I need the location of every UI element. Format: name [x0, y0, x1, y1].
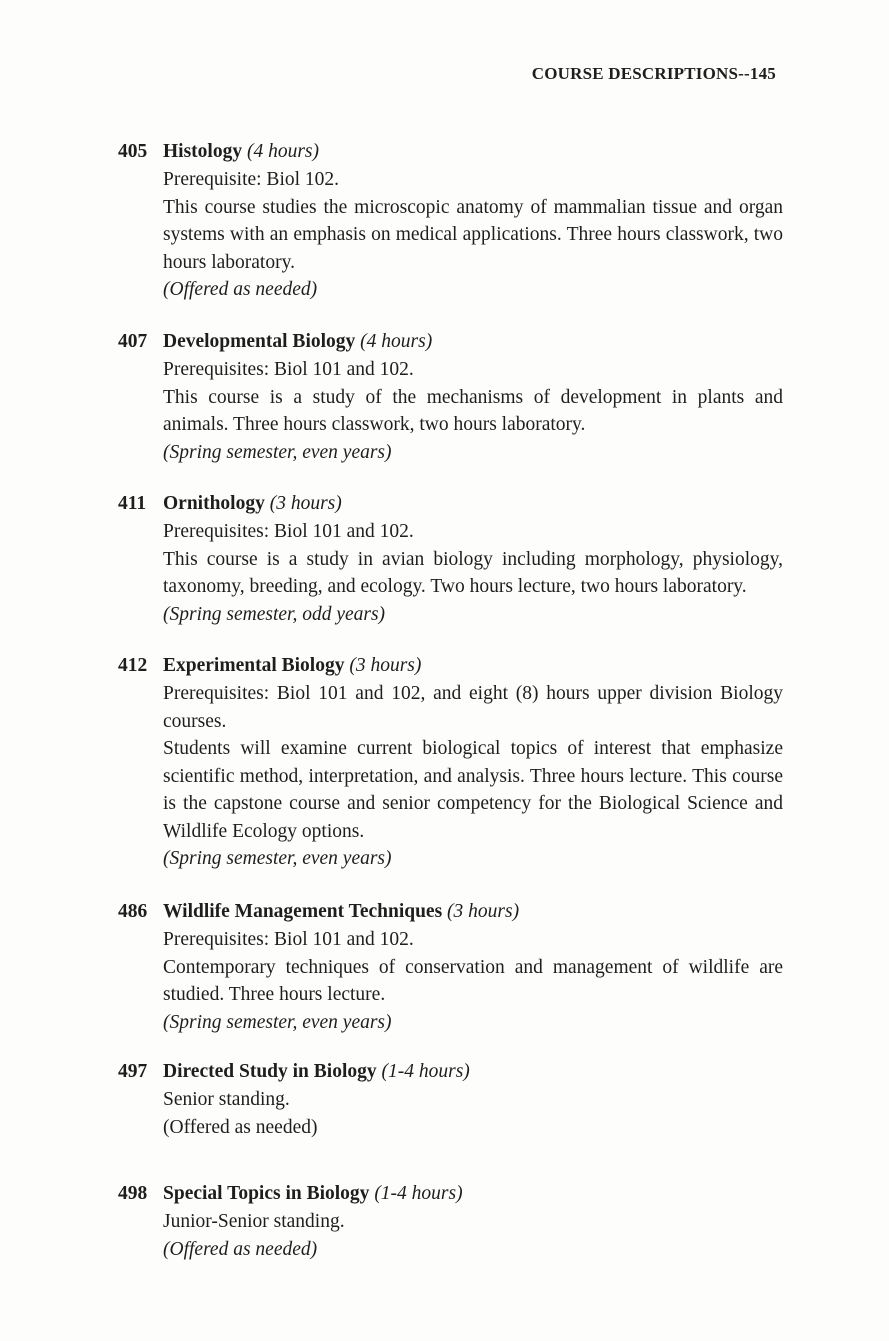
course-title: Ornithology [163, 493, 265, 514]
course-411 [118, 490, 783, 628]
course-405 [118, 138, 783, 304]
course-offered: (Spring semester, even years) [163, 441, 392, 463]
course-hours: (1-4 hours) [374, 1183, 463, 1204]
course-498 [118, 1180, 783, 1263]
course-prerequisite: Senior standing. [163, 1089, 290, 1110]
course-heading [118, 652, 783, 680]
course-number: 405 [118, 141, 148, 162]
course-prerequisite: Prerequisites: Biol 101 and 102, and eight (8) hours upper division Biology courses. [163, 683, 783, 732]
course-title: Experimental Biology [163, 655, 345, 676]
page-header: COURSE DESCRIPTIONS--145 [531, 64, 776, 83]
course-description: This course is a study in avian biology including morphology, physiology, taxonomy, breeding, and ecology. Two hours lecture, two hours laboratory. [163, 548, 783, 597]
course-hours: (1-4 hours) [381, 1061, 470, 1082]
course-407 [118, 328, 783, 466]
course-number: 412 [118, 655, 148, 676]
course-497 [118, 1058, 783, 1141]
course-prerequisite: Prerequisites: Biol 101 and 102. [163, 521, 414, 542]
course-description: This course studies the microscopic anatomy of mammalian tissue and organ systems with an emphasis on medical applications. Three hours classwork, two hours laboratory. [163, 196, 783, 273]
course-offered: (Spring semester, odd years) [163, 603, 386, 625]
course-offered: (Offered as needed) [163, 279, 318, 300]
course-title: Directed Study in Biology [163, 1061, 377, 1082]
course-hours: (4 hours) [246, 141, 320, 162]
course-486 [118, 898, 783, 1036]
course-hours: (3 hours) [447, 901, 520, 922]
course-offered: (Spring semester, even years) [163, 1011, 392, 1033]
course-heading [118, 328, 783, 356]
course-heading [118, 1058, 783, 1086]
course-title: Special Topics in Biology [163, 1183, 370, 1204]
course-412 [118, 652, 783, 873]
course-number: 498 [118, 1183, 148, 1204]
course-hours: (4 hours) [360, 331, 433, 352]
course-heading [118, 898, 783, 926]
course-title: Developmental Biology [163, 331, 356, 352]
course-heading [118, 1180, 783, 1208]
course-number: 411 [118, 493, 147, 514]
course-number: 407 [118, 331, 148, 352]
course-title: Wildlife Management Techniques [163, 901, 443, 922]
course-offered: (Spring semester, even years) [163, 848, 392, 869]
course-number: 497 [118, 1061, 148, 1082]
course-description: Students will examine current biological topics of interest that emphasize scientific method, interpretation, and analysis. Three hours lecture. This course is the capstone course and senior competency for the Biological Science and Wildlife Ecology options. [163, 738, 783, 842]
course-prerequisite: Prerequisite: Biol 102. [163, 169, 340, 190]
course-description: Contemporary techniques of conservation and management of wildlife are studied. Three hours lecture. [163, 956, 783, 1005]
course-heading [118, 490, 783, 518]
course-heading [118, 138, 783, 166]
course-hours: (3 hours) [349, 655, 422, 676]
course-number: 486 [118, 901, 148, 922]
course-prerequisite: Prerequisites: Biol 101 and 102. [163, 929, 414, 950]
course-offered: (Offered as needed) [163, 1116, 318, 1138]
course-prerequisite: Prerequisites: Biol 101 and 102. [163, 359, 414, 380]
course-prerequisite: Junior-Senior standing. [163, 1211, 345, 1232]
course-title: Histology [163, 141, 243, 162]
course-hours: (3 hours) [269, 493, 342, 514]
course-description: This course is a study of the mechanisms of development in plants and animals. Three hours classwork, two hours laboratory. [163, 386, 783, 435]
course-offered: (Offered as needed) [163, 1238, 318, 1260]
